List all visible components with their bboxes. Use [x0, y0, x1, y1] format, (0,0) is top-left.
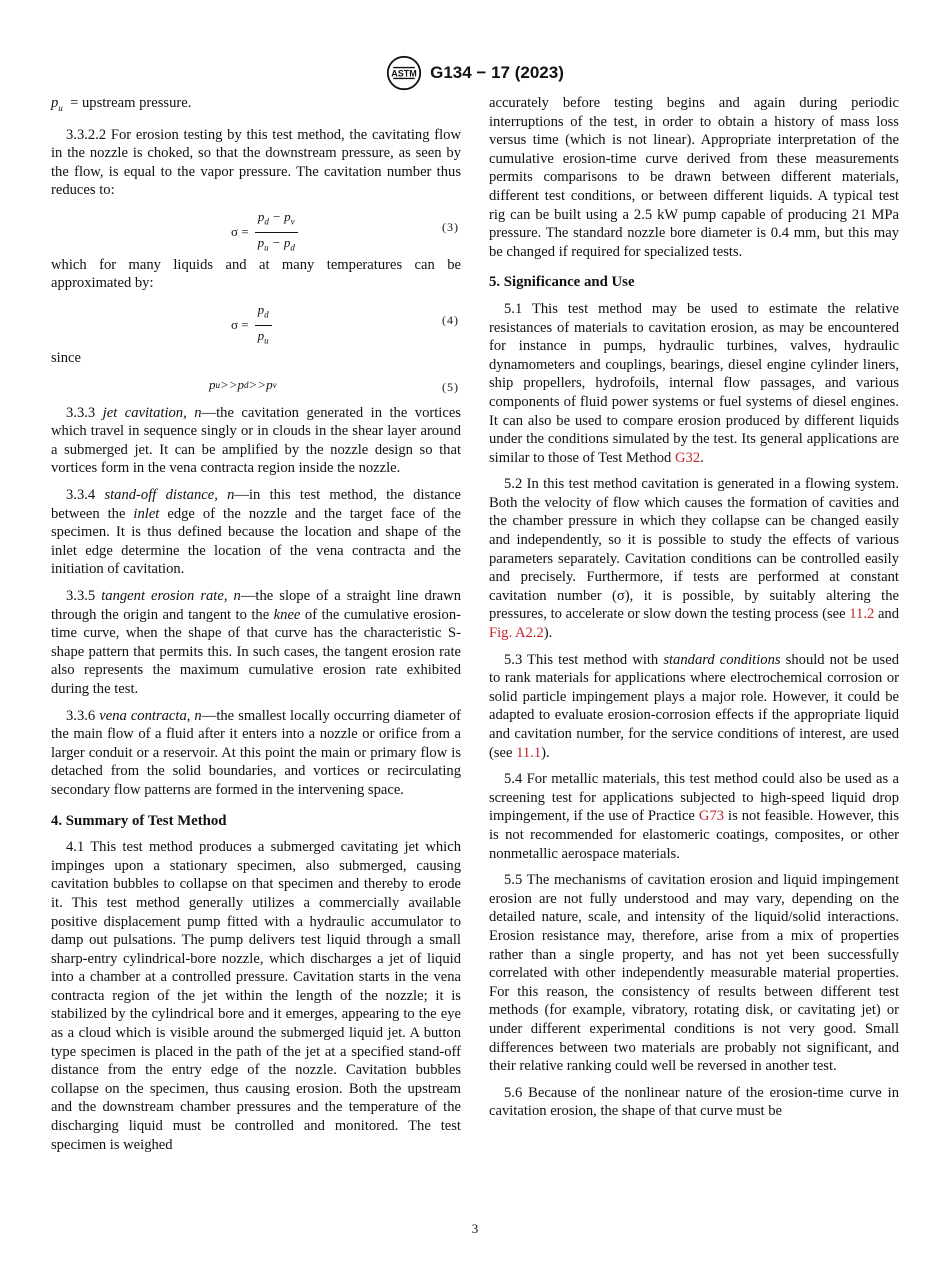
para-liquids: which for many liquids and at many temperatures can be approximated by: — [51, 256, 461, 292]
since-label: since — [51, 350, 81, 367]
para-5-2: 5.2 In this test method cavitation is generated in a flowing system. Both the velocity of flow which causes the formation of cavities and the chamber pressure in which they collapse can be changed easily and independently, so it is possible to study the effects of various parameters separately. Cavitation conditions can be controlled easily and precisely. Furthermore, if tests are performed at constant cavitation number (σ), it is possible, by suitably altering the pressures, to accelerate or slow down the testing process (see 11.2 and Fig. A2.2). — [489, 476, 900, 642]
para-3-3-2-2: 3.3.2.2 For erosion testing by this test method, the cavitating flow in the nozzle is choked, so that the downstream pressure, as seen by the flow, is equal to the vapor pressure. The cavitation number thus reduces to: — [51, 126, 461, 199]
equation-3: σ = $\frac{p_d - p_v}{p_u - p_d}$ (3) — [231, 208, 459, 253]
equation-4-number: (4) — [442, 313, 459, 328]
page-header — [0, 55, 950, 96]
para-3-3-5: 3.3.5 tangent erosion rate, n—the slope of a straight line drawn through the origin and tangent to the knee of the cumulative erosion-time curve, when the shape of that curve has the characteristic S-shape pattern that permits this. In such cases, the tangent erosion rate also represents the maximum cumulative erosion rate exhibited during the test. — [51, 588, 461, 697]
left-column — [51, 94, 461, 1162]
para-5-5: 5.5 The mechanisms of cavitation erosion and liquid impingement erosion are not fully understood and may vary, depending on the detailed nature, scale, and intensity of the liquid/solid interactions. Erosion resistance may, therefore, arise from a mix of properties rather than a single property, and has not yet been successfully correlated with other independently measurable material properties. For this reason, the consistency of results between different test methods (for example, vibratory, rotating disk, or cavitating jet) or under different experimental conditions is not very good. Small differences between two materials are probably not significant, and their relative ranking could well be reversed in another test. — [489, 872, 899, 1075]
ref-g32-link[interactable]: G32 — [675, 449, 701, 466]
ref-11-1-link[interactable]: 11.1 — [516, 744, 542, 761]
ref-g73-link[interactable]: G73 — [698, 808, 725, 825]
equation-4: σ = $\frac{p_d}{p_u}$ (4) — [231, 302, 459, 346]
equation-3-number: (3) — [442, 219, 459, 234]
para-3-3-3: 3.3.3 jet cavitation, n—the cavitation generated in the vortices which travel in sequence singly or in clouds in the shear layer around a submerged jet. It can be amplified by the nozzle design so that vortices form in the vena contracta region inside the nozzle. — [51, 404, 461, 477]
svg-text:ASTM: ASTM — [391, 68, 417, 79]
document-id: G134 − 17 (2023) — [430, 63, 564, 82]
section-4-title: 4. Summary of Test Method — [51, 812, 227, 829]
para-4-1: 4.1 This test method produces a submerged cavitating jet which impinges upon a stationary specimen, also submerged, causing cavitation bubbles to collapse on that specimen and thereby to erode it. This test method generally utilizes a commercially available positive displacement pump fitted with a hydraulic accumulator to damp out pulsations. The pump delivers test liquid through a small sharp-entry cylindrical-bore nozzle, which discharges a jet of liquid into a chamber at a controlled pressure. Cavitation starts in the vena contracta region of the jet within the length of the nozzle; it is stabilized by the cylindrical bore and it emerges, appearing to the eye as a cloud which is visible around the submerged liquid jet. A button type specimen is placed in the path of the jet at a specified stand-off distance from the entry edge of the nozzle. Cavitation bubbles collapse on the specimen, thus causing erosion. Both the upstream and the downstream chamber pressures and the temperature of the discharging liquid must be controlled and monitored. The test specimen is weighed — [51, 839, 461, 1153]
para-3-3-6: 3.3.6 vena contracta, n—the smallest locally occurring diameter of the main flow of a fluid after it enters into a nozzle or orifice from a larger conduit or a reservoir. At this point the main or primary flow is detached from the solid boundaries, and vortices or recirculating secondary flow patterns are formed in the intervening space. — [51, 707, 461, 798]
para-3-3-4: 3.3.4 stand-off distance, n—in this test method, the distance between the inlet edge of the nozzle and the target face of the specimen. It is thus defined because the location and shape of the inlet edge determine the location of the vena contracta and the initiation of cavitation. — [51, 487, 461, 578]
para-5-6: 5.6 Because of the nonlinear nature of the erosion-time curve in cavitation erosion, the shape of that curve must be — [489, 1084, 899, 1120]
ref-11-2-link[interactable]: 11.2 — [849, 606, 875, 623]
para-5-3: 5.3 This test method with standard conditions should not be used to rank materials for applications where electrochemical corrosion or solid particle impingement plays a major role. However, it could be adapted to evaluate erosion-corrosion effects if the appropriate liquid and cavitation number, for the service conditions of interest, are used (see 11.1). — [489, 651, 900, 761]
astm-logo-icon — [386, 55, 422, 91]
equation-5-number: (5) — [442, 379, 459, 394]
section-5-title: 5. Significance and Use — [489, 274, 635, 291]
pu-definition: $p_u$ = upstream pressure. — [51, 95, 192, 113]
right-column — [489, 94, 899, 1129]
page-number: 3 — [471, 1221, 479, 1236]
para-5-4: 5.4 For metallic materials, this test method could also be used as a screening test for applications subjected to high-speed liquid drop impingement, if the use of Practice G73 is not feasible. However, this is not recommended for elastomeric coatings, composites, or other nonmetallic aerospace materials. — [489, 771, 899, 862]
ref-fig-a2-2-link[interactable]: Fig. A2.2 — [489, 625, 544, 642]
equation-5: p u >>p d >>p v (5) — [51, 376, 461, 398]
para-4-1-continued: accurately before testing begins and again during periodic interruptions of the test, in order to obtain a history of mass loss versus time (which is not linear). Appropriate interpretation of the cumulative erosion-time curve derived from these measurements permits comparisons to be drawn between different materials, different test conditions, or between different liquids. A typical test rig can be built using a 2.5 kW pump capable of producing 21 MPa pressure. The standard nozzle bore diameter is 0.4 mm, but this may be changed if required for specialized tests. — [489, 95, 899, 260]
para-5-1: 5.1 This test method may be used to estimate the relative resistances of materials to cavitation erosion, as may be encountered for instance in pumps, hydraulic turbines, valves, hydraulic dynamometers and couplings, bearings, diesel engine cylinder liners, ship propellers, hydrofoils, internal flow passages, and various components of fluid power systems or fuel systems of diesel engines. It can also be used to compare erosion produced by different liquids under the conditions simulated by the test. Its general applications are similar to those of Test Method G32. — [489, 300, 899, 466]
